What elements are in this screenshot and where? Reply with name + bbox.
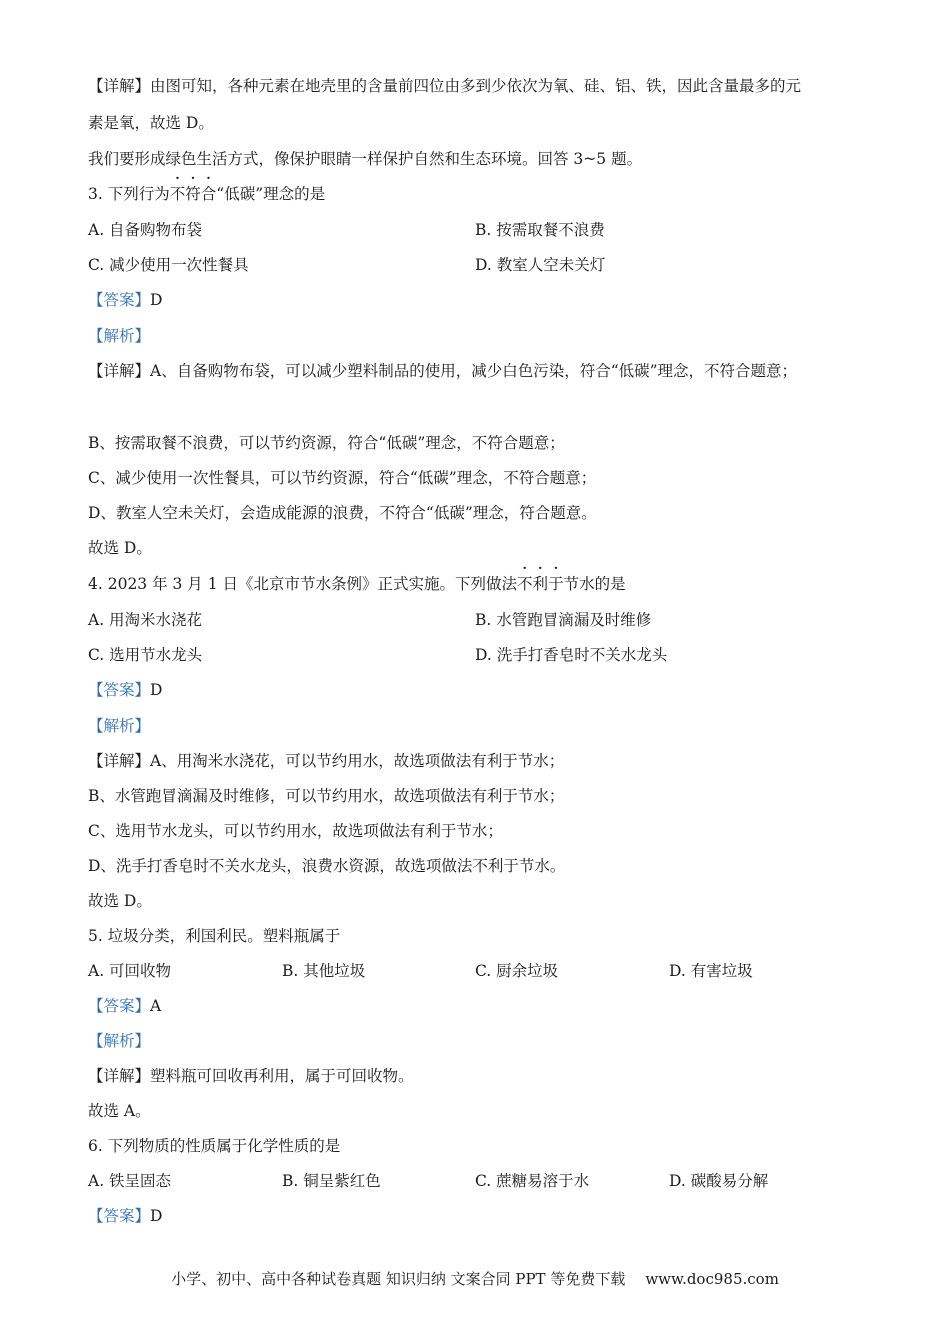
conclusion-line: 故选 D。 [88,539,152,557]
option-c: C. 减少使用一次性餐具 [88,256,249,274]
option-b: B. 水管跑冒滴漏及时维修 [475,611,652,629]
answer-line [88,995,161,1017]
answer-line [88,679,162,701]
explanation-line: 【详解】A、自备购物布袋，可以减少塑料制品的使用，减少白色污染，符合“低碳”理念，不符合题意； [88,362,798,380]
question-4-stem: 4. 2023 年 3 月 1 日《北京市节水条例》正式实施。下列做法不利于节水的是 [88,575,626,593]
answer-tag: 【答案】 [88,1207,151,1225]
analysis-tag: 【解析】 [88,717,151,735]
option-b: B. 按需取餐不浪费 [475,221,605,239]
explanation-line: C、减少使用一次性餐具，可以节约资源，符合“低碳”理念，不符合题意； [88,469,597,487]
answer-value: D [150,681,163,699]
explanation-line: B、水管跑冒滴漏及时维修，可以节约用水，故选项做法有利于节水； [88,787,565,805]
question-6-stem: 6. 下列物质的性质属于化学性质的是 [88,1137,341,1155]
option-a: A. 用淘米水浇花 [88,611,203,629]
explanation-line: C、选用节水龙头，可以节约用水，故选项做法有利于节水； [88,822,503,840]
option-c: C. 蔗糖易溶于水 [475,1172,590,1190]
conclusion-line: 故选 D。 [88,892,152,910]
emphasis-dot-char: 符 [185,185,201,203]
option-d: D. 碳酸易分解 [669,1172,769,1190]
answer-tag: 【答案】 [88,997,151,1015]
explanation-line: D、洗手打香皂时不关水龙头，浪费水资源，故选项做法不利于节水。 [88,857,566,875]
option-d: D. 教室人空未关灯 [475,256,606,274]
emphasis-dot-char: 于 [548,575,564,593]
option-a: A. 自备购物布袋 [88,221,203,239]
explanation-line: D、教室人空未关灯，会造成能源的浪费，不符合“低碳”理念，符合题意。 [88,504,597,522]
emphasis-dot-char: 不 [517,575,533,593]
answer-value: A [150,997,162,1015]
emphasis-dot-char: 不 [169,185,186,203]
question-3-stem: 3. 下列行为不符合“低碳”理念的是 [88,185,326,203]
explanation-line: 【详解】由图可知，各种元素在地壳里的含量前四位由多到少依次为氧、硅、铝、铁，因此含量最多的元 [88,77,802,95]
analysis-tag: 【解析】 [88,327,151,345]
page-footer [0,1268,950,1289]
answer-value: D [150,1207,163,1225]
option-d: D. 洗手打香皂时不关水龙头 [475,646,668,664]
option-a: A. 铁呈固态 [88,1172,172,1190]
footer-link[interactable]: www.doc985.com [645,1270,779,1288]
conclusion-line: 故选 A。 [88,1102,151,1120]
option-a: A. 可回收物 [88,962,172,980]
emphasis-dot-char: 利 [532,575,549,593]
option-b: B. 铜呈紫红色 [282,1172,381,1190]
answer-line [88,1205,162,1227]
option-d: D. 有害垃圾 [669,962,753,980]
option-c: C. 厨余垃圾 [475,962,559,980]
footer-text: 小学、初中、高中各种试卷真题 知识归纳 文案合同 PPT 等免费下载 [171,1270,626,1288]
explanation-line: 【详解】A、用淘米水浇花，可以节约用水，故选项做法有利于节水； [88,752,565,770]
emphasis-dot-char: 合 [200,185,217,203]
analysis-tag: 【解析】 [88,1032,151,1050]
answer-line [88,289,162,311]
explanation-line: B、按需取餐不浪费，可以节约资源，符合“低碳”理念，不符合题意； [88,434,565,452]
option-c: C. 选用节水龙头 [88,646,203,664]
section-intro: 我们要形成绿色生活方式，像保护眼睛一样保护自然和生态环境。回答 3~5 题。 [88,150,643,168]
answer-value: D [150,291,163,309]
question-5-stem: 5. 垃圾分类，利国利民。塑料瓶属于 [88,927,341,945]
option-b: B. 其他垃圾 [282,962,366,980]
answer-tag: 【答案】 [88,681,151,699]
answer-tag: 【答案】 [88,291,151,309]
explanation-line: 素是氧，故选 D。 [88,114,214,132]
explanation-line: 【详解】塑料瓶可回收再利用，属于可回收物。 [88,1067,414,1085]
